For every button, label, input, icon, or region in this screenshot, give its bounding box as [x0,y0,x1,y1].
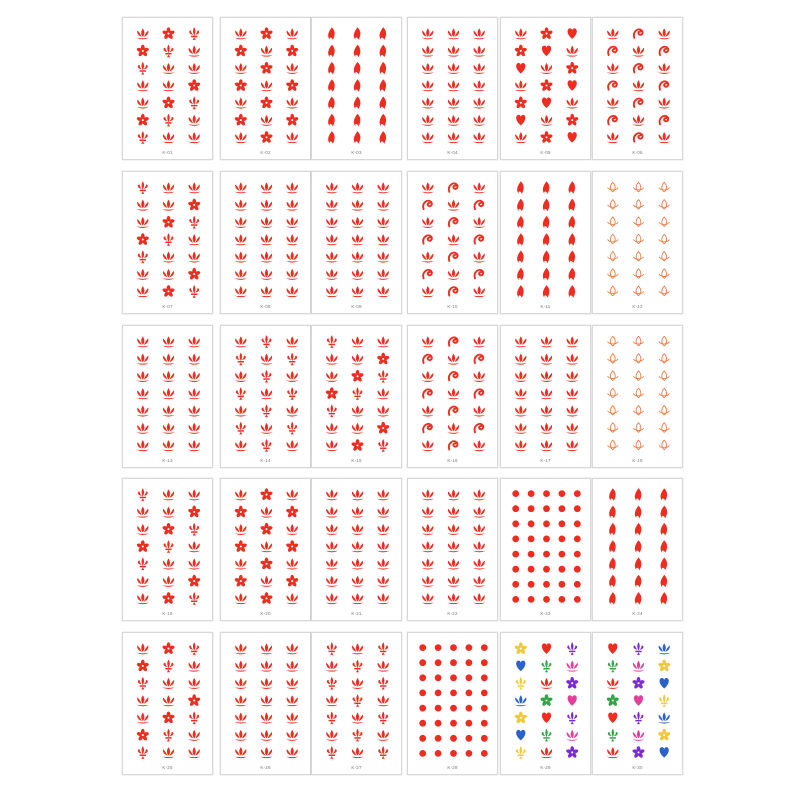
sheet-code: K-27 [351,765,362,770]
tattoo-motifs [221,18,311,160]
sheet-code: K-25 [162,765,173,770]
sheet-code: K-10 [447,304,458,309]
tattoo-motifs [501,18,591,160]
tattoo-motifs [312,633,402,775]
tattoo-sheet [311,171,402,314]
tattoo-sheet [592,325,683,468]
tattoo-motifs [312,18,402,160]
sheet-code: K-01 [162,150,173,155]
tattoo-sheet [122,325,213,468]
sheet-code: K-15 [351,458,362,463]
sheet-code: K-28 [447,765,458,770]
sheet-code: K-11 [540,304,551,309]
tattoo-sheet [122,632,213,775]
sheet-code: K-06 [632,150,643,155]
sheet-code: K-03 [351,150,362,155]
tattoo-sheet [220,478,311,621]
tattoo-motifs [593,479,683,621]
sheet-code: K-21 [351,611,362,616]
tattoo-motifs [593,18,683,160]
tattoo-sheet [500,478,591,621]
tattoo-motifs [501,479,591,621]
tattoo-motifs [312,479,402,621]
sheet-code: K-20 [260,611,271,616]
sheet-code: K-07 [162,304,173,309]
sheet-code: K-13 [162,458,173,463]
sheet-code: K-29 [540,765,551,770]
tattoo-motifs [501,633,591,775]
tattoo-motifs [408,633,498,775]
tattoo-sheet [500,325,591,468]
sheet-code: K-08 [260,304,271,309]
sheet-code: K-02 [260,150,271,155]
tattoo-sheet [220,325,311,468]
tattoo-sheet [122,17,213,160]
tattoo-sheet [592,632,683,775]
sheet-code: K-24 [632,611,643,616]
tattoo-motifs [408,326,498,468]
tattoo-sheet [500,632,591,775]
tattoo-sheet [592,478,683,621]
tattoo-motifs [123,172,213,314]
tattoo-sheet [220,171,311,314]
tattoo-motifs [408,479,498,621]
tattoo-motifs [593,172,683,314]
tattoo-sheet [592,17,683,160]
tattoo-sheet [311,325,402,468]
tattoo-motifs [312,326,402,468]
tattoo-motifs [221,479,311,621]
tattoo-sheet [122,171,213,314]
tattoo-motifs [593,633,683,775]
tattoo-motifs [593,326,683,468]
tattoo-sheet [311,478,402,621]
tattoo-sheet [311,632,402,775]
tattoo-sheet [407,171,498,314]
sheet-code: K-12 [632,304,643,309]
sheet-code: K-04 [447,150,458,155]
tattoo-motifs [123,633,213,775]
sheet-code: K-30 [632,765,643,770]
tattoo-sheet [407,478,498,621]
tattoo-sheet [311,17,402,160]
sheet-code: K-09 [351,304,362,309]
tattoo-motifs [221,633,311,775]
tattoo-motifs [408,172,498,314]
tattoo-motifs [501,172,591,314]
tattoo-motifs [408,18,498,160]
tattoo-sheet [407,325,498,468]
tattoo-sheet [220,17,311,160]
tattoo-sheet [122,478,213,621]
tattoo-sheet [220,632,311,775]
tattoo-motifs [221,172,311,314]
tattoo-sheet [500,17,591,160]
sheet-code: K-26 [260,765,271,770]
tattoo-motifs [221,326,311,468]
tattoo-motifs [123,18,213,160]
tattoo-sheet [407,632,498,775]
sheet-code: K-05 [540,150,551,155]
sheet-code: K-23 [540,611,551,616]
sheet-code: K-19 [162,611,173,616]
tattoo-sheet [407,17,498,160]
tattoo-motifs [123,326,213,468]
sheet-code: K-17 [540,458,551,463]
tattoo-sheet [500,171,591,314]
tattoo-motifs [501,326,591,468]
sheet-code: K-14 [260,458,271,463]
sheet-code: K-18 [632,458,643,463]
sheet-code: K-22 [447,611,458,616]
tattoo-sheet [592,171,683,314]
tattoo-motifs [123,479,213,621]
sheet-code: K-16 [447,458,458,463]
tattoo-motifs [312,172,402,314]
